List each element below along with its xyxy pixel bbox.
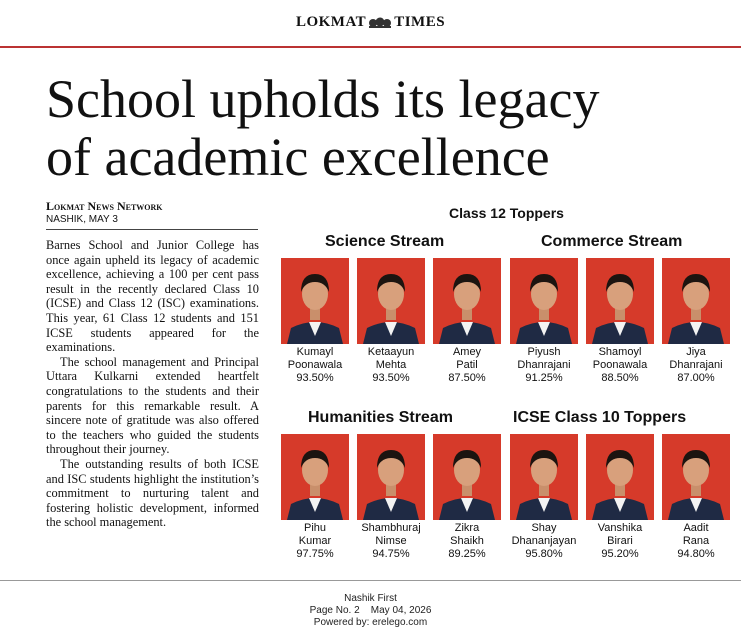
student-score: 87.50%	[448, 372, 486, 384]
student-score: 95.80%	[525, 548, 563, 560]
student-first-name: Pihu	[303, 522, 327, 534]
student-last-name: Birari	[607, 535, 633, 547]
footer-edition: Nashik First	[344, 593, 397, 604]
topper-card	[508, 434, 580, 561]
toppers-panel-title: Class 12 Toppers	[449, 205, 564, 221]
student-portrait-icon	[662, 434, 730, 520]
student-photo	[357, 258, 425, 344]
masthead-left: LOKMAT	[295, 14, 367, 30]
student-last-name: Rana	[682, 535, 710, 547]
student-portrait-icon	[357, 434, 425, 520]
footer-divider	[0, 580, 741, 581]
topper-card	[279, 258, 351, 385]
footer	[0, 593, 741, 629]
topper-card	[584, 258, 656, 385]
student-photo	[433, 434, 501, 520]
student-last-name: Poonawala	[287, 359, 343, 371]
student-last-name: Dhanrajani	[517, 359, 571, 371]
student-score: 88.50%	[601, 372, 639, 384]
student-score: 91.25%	[525, 372, 563, 384]
topper-card	[584, 434, 656, 561]
topper-card	[431, 258, 503, 385]
student-last-name: Nimse	[375, 535, 407, 547]
student-last-name: Dhanrajani	[669, 359, 723, 371]
dateline: NASHIK, MAY 3	[46, 214, 118, 225]
article-body	[46, 238, 259, 530]
topper-card	[508, 258, 580, 385]
article-paragraph: The outstanding results of both ICSE and ISC students highlight the institution’s commitment to nurturing talent and fostering holistic development, informed the school management.	[46, 456, 259, 530]
student-photo	[586, 258, 654, 344]
student-last-name: Dhananjayan	[511, 535, 577, 547]
section-title-science: Science Stream	[325, 233, 445, 250]
student-portrait-icon	[510, 258, 578, 344]
topper-card	[660, 434, 732, 561]
student-last-name: Patil	[456, 359, 478, 371]
student-portrait-icon	[586, 434, 654, 520]
student-last-name: Shaikh	[450, 535, 484, 547]
footer-powered-by: Powered by: erelego.com	[313, 617, 428, 628]
student-portrait-icon	[586, 258, 654, 344]
article-paragraph: Barnes School and Junior College has once again upheld its legacy of academic excellence, achieving a 100 per cent pass result in the recently declared Class 10 (ICSE) and Class 12 (ISC) examinations. This year, 61 Class 12 students and 151 ICSE students appeared for the examinations.	[46, 238, 259, 355]
student-first-name: Aadit	[683, 522, 709, 534]
student-portrait-icon	[510, 434, 578, 520]
section-title-humanities: Humanities Stream	[308, 409, 453, 426]
student-first-name: Shamoyl	[598, 346, 642, 358]
byline-divider	[46, 229, 258, 230]
masthead-right: TIMES	[394, 14, 446, 30]
student-score: 93.50%	[296, 372, 334, 384]
student-score: 94.80%	[677, 548, 715, 560]
student-first-name: Kumayl	[296, 346, 334, 358]
student-portrait-icon	[662, 258, 730, 344]
student-score: 95.20%	[601, 548, 639, 560]
topper-card	[431, 434, 503, 561]
student-score: 97.75%	[296, 548, 334, 560]
student-photo	[510, 434, 578, 520]
topper-card	[355, 258, 427, 385]
student-last-name: Poonawala	[592, 359, 648, 371]
student-photo	[357, 434, 425, 520]
student-score: 93.50%	[372, 372, 410, 384]
byline: Lokmat News Network	[46, 199, 163, 213]
student-first-name: Jiya	[686, 346, 706, 358]
topper-card	[660, 258, 732, 385]
lion-emblem-icon	[367, 17, 393, 29]
headline-line-1: School upholds its legacy	[46, 69, 600, 129]
section-title-icse: ICSE Class 10 Toppers	[513, 409, 687, 426]
headline-line-2: of academic excellence	[46, 127, 550, 187]
student-portrait-icon	[433, 258, 501, 344]
student-first-name: Shambhuraj	[361, 522, 421, 534]
masthead-logo	[0, 14, 741, 31]
student-first-name: Shay	[531, 522, 557, 534]
student-photo	[586, 434, 654, 520]
student-score: 87.00%	[677, 372, 715, 384]
student-score: 89.25%	[448, 548, 486, 560]
student-first-name: Amey	[452, 346, 482, 358]
student-first-name: Ketaayun	[367, 346, 415, 358]
student-first-name: Piyush	[527, 346, 561, 358]
topper-card	[279, 434, 351, 561]
masthead	[0, 0, 741, 48]
footer-date: May 04, 2026	[370, 605, 432, 616]
student-score: 94.75%	[372, 548, 410, 560]
student-last-name: Mehta	[375, 359, 407, 371]
student-photo	[281, 258, 349, 344]
student-photo	[662, 258, 730, 344]
section-title-commerce: Commerce Stream	[541, 233, 683, 250]
student-first-name: Vanshika	[597, 522, 643, 534]
student-first-name: Zikra	[454, 522, 480, 534]
student-portrait-icon	[281, 434, 349, 520]
topper-card	[355, 434, 427, 561]
student-photo	[433, 258, 501, 344]
student-photo	[281, 434, 349, 520]
student-photo	[662, 434, 730, 520]
student-portrait-icon	[433, 434, 501, 520]
article-paragraph: The school management and Principal Uttara Kulkarni extended heartfelt congratulations to the students and their parents for this remarkable result. A sincere note of gratitude was also offered to the teachers who guided the students throughout their journey.	[46, 354, 259, 457]
footer-page: Page No. 2	[309, 605, 360, 616]
headline	[46, 70, 726, 186]
student-portrait-icon	[281, 258, 349, 344]
student-last-name: Kumar	[298, 535, 332, 547]
footer-page-date	[0, 605, 741, 617]
student-photo	[510, 258, 578, 344]
student-portrait-icon	[357, 258, 425, 344]
